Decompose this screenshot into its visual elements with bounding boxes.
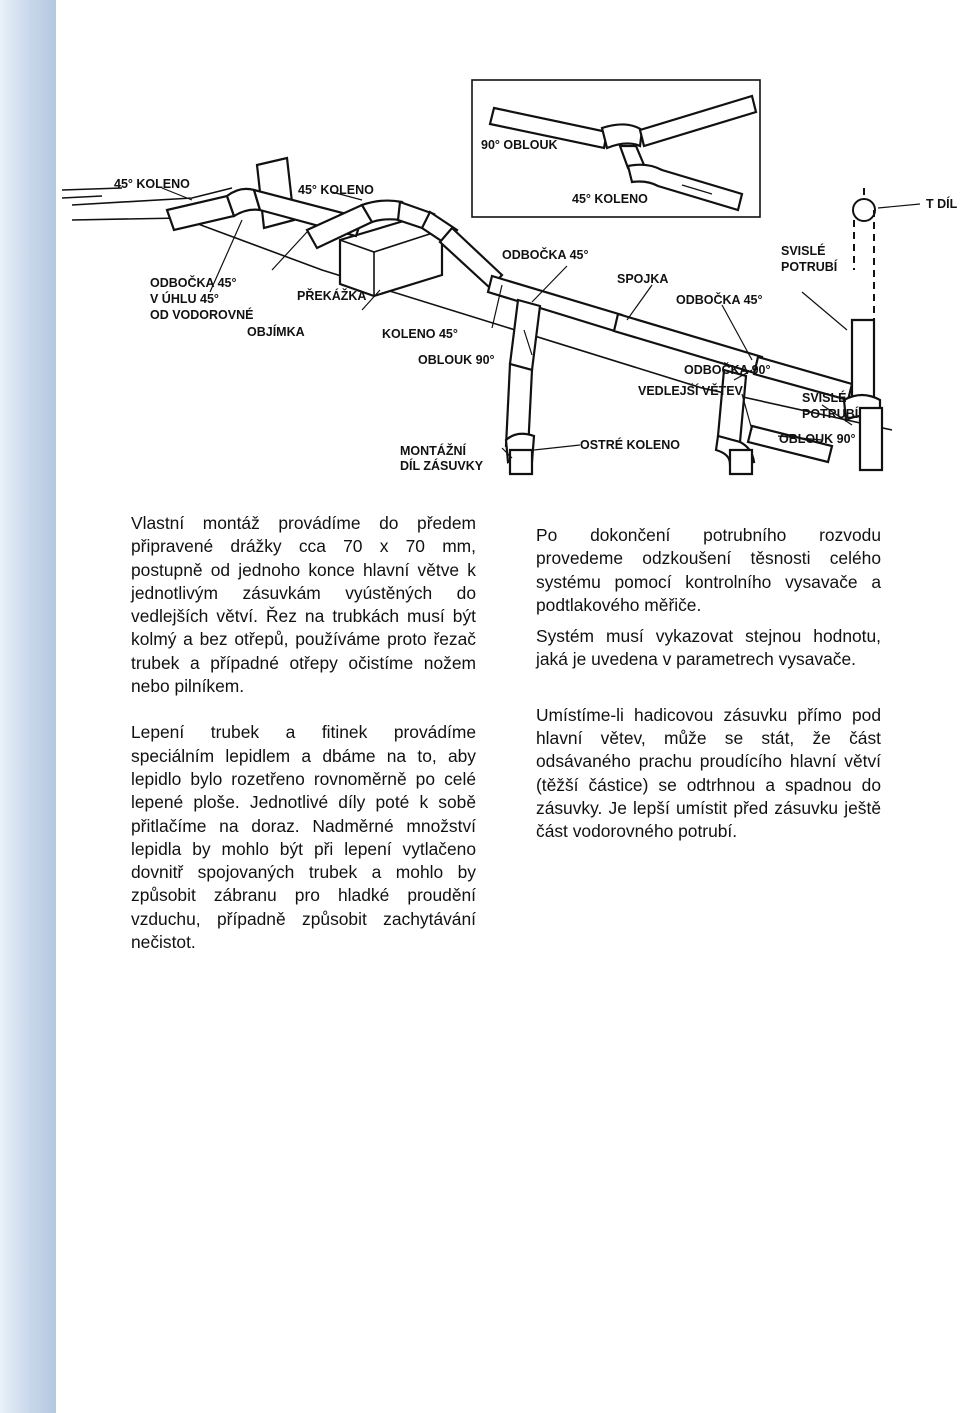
label-svisle-potrubi-b-2: POTRUBÍ xyxy=(802,407,859,421)
label-oblouk90-b: OBLOUK 90° xyxy=(779,432,856,446)
label-odbocka45-uhel-3: OD VODOROVNÉ xyxy=(150,308,254,322)
paragraph-system-value: Systém musí vykazovat stejnou hodnotu, jaká je uvedena v parametrech vysavače. xyxy=(536,626,881,670)
pipe-installation-diagram xyxy=(62,70,960,490)
label-odbocka45-a: ODBOČKA 45° xyxy=(502,248,589,262)
label-objimka: OBJÍMKA xyxy=(247,325,305,339)
label-svisle-potrubi-b-1: SVISLÉ xyxy=(802,391,847,405)
label-svisle-potrubi-a-2: POTRUBÍ xyxy=(781,260,838,274)
label-odbocka45-uhel-1: ODBOČKA 45° xyxy=(150,276,237,290)
label-koleno45-box: 45° KOLENO xyxy=(572,192,648,206)
label-montazni-1: MONTÁŽNÍ xyxy=(400,444,466,458)
label-odbocka45-uhel-2: V ÚHLU 45° xyxy=(150,292,219,306)
paragraph-testing: Po dokončení potrubního rozvodu provedeme odzkoušení těsnosti celého systému pomocí kontrolního vysavače a podtlakového měřiče. xyxy=(536,525,881,615)
label-koleno45-b: 45° KOLENO xyxy=(298,183,374,197)
label-oblouk90-box: 90° OBLOUK xyxy=(481,138,558,152)
label-vedlejsi-vetev: VEDLEJŠÍ VĚTEV xyxy=(638,384,743,398)
page-side-band xyxy=(0,0,56,1413)
label-koleno45-a: 45° KOLENO xyxy=(114,177,190,191)
label-montazni-2: DÍL ZÁSUVKY xyxy=(400,459,484,473)
label-svisle-potrubi-a-1: SVISLÉ xyxy=(781,244,826,258)
left-text-column xyxy=(131,512,476,954)
label-ostre-koleno: OSTRÉ KOLENO xyxy=(580,438,681,452)
label-t-dil: T DÍL xyxy=(926,197,958,211)
label-spojka: SPOJKA xyxy=(617,272,669,286)
paragraph-gluing: Lepení trubek a fitinek provádíme speciálním lepidlem a dbáme na to, aby lepidlo bylo rozetřeno rovnoměrně po celé lepené ploše. Jednotlivé díly poté k sobě přitlačíme na doraz. Nadměrné množství lepidla by mohlo být při lepení vytlačeno dovnitř spojovaných trubek a mohlo by způsobit zábranu pro hladké proudění vzduchu, případně způsobit zachytávání nečistot. xyxy=(131,722,476,953)
right-text-column xyxy=(536,524,881,844)
label-prekazka: PŘEKÁŽKA xyxy=(297,289,367,303)
label-odbocka45-b: ODBOČKA 45° xyxy=(676,293,763,307)
label-oblouk90-a: OBLOUK 90° xyxy=(418,353,495,367)
label-koleno45-c: KOLENO 45° xyxy=(382,327,458,341)
label-odbocka90: ODBOČKA 90° xyxy=(684,363,771,377)
paragraph-installation: Vlastní montáž provádíme do předem připravené drážky cca 70 x 70 mm, postupně od jednoho konce hlavní větve k jednotlivým zásuvkám vyústěných do vedlejších větví. Řez na trubkách musí být kolmý a bez otřepů, používáme proto řezač trubek a případné otřepy očistíme nožem nebo pilníkem. xyxy=(131,513,476,697)
paragraph-socket-placement: Umístíme-li hadicovou zásuvku přímo pod hlavní větev, může se stát, že část odsávaného prachu proudícího hlavní větví (těžší částice) se odtrhnou a spadnou do zásuvky. Je lepší umístit před zásuvku ještě část vodorovného potrubí. xyxy=(536,704,881,842)
